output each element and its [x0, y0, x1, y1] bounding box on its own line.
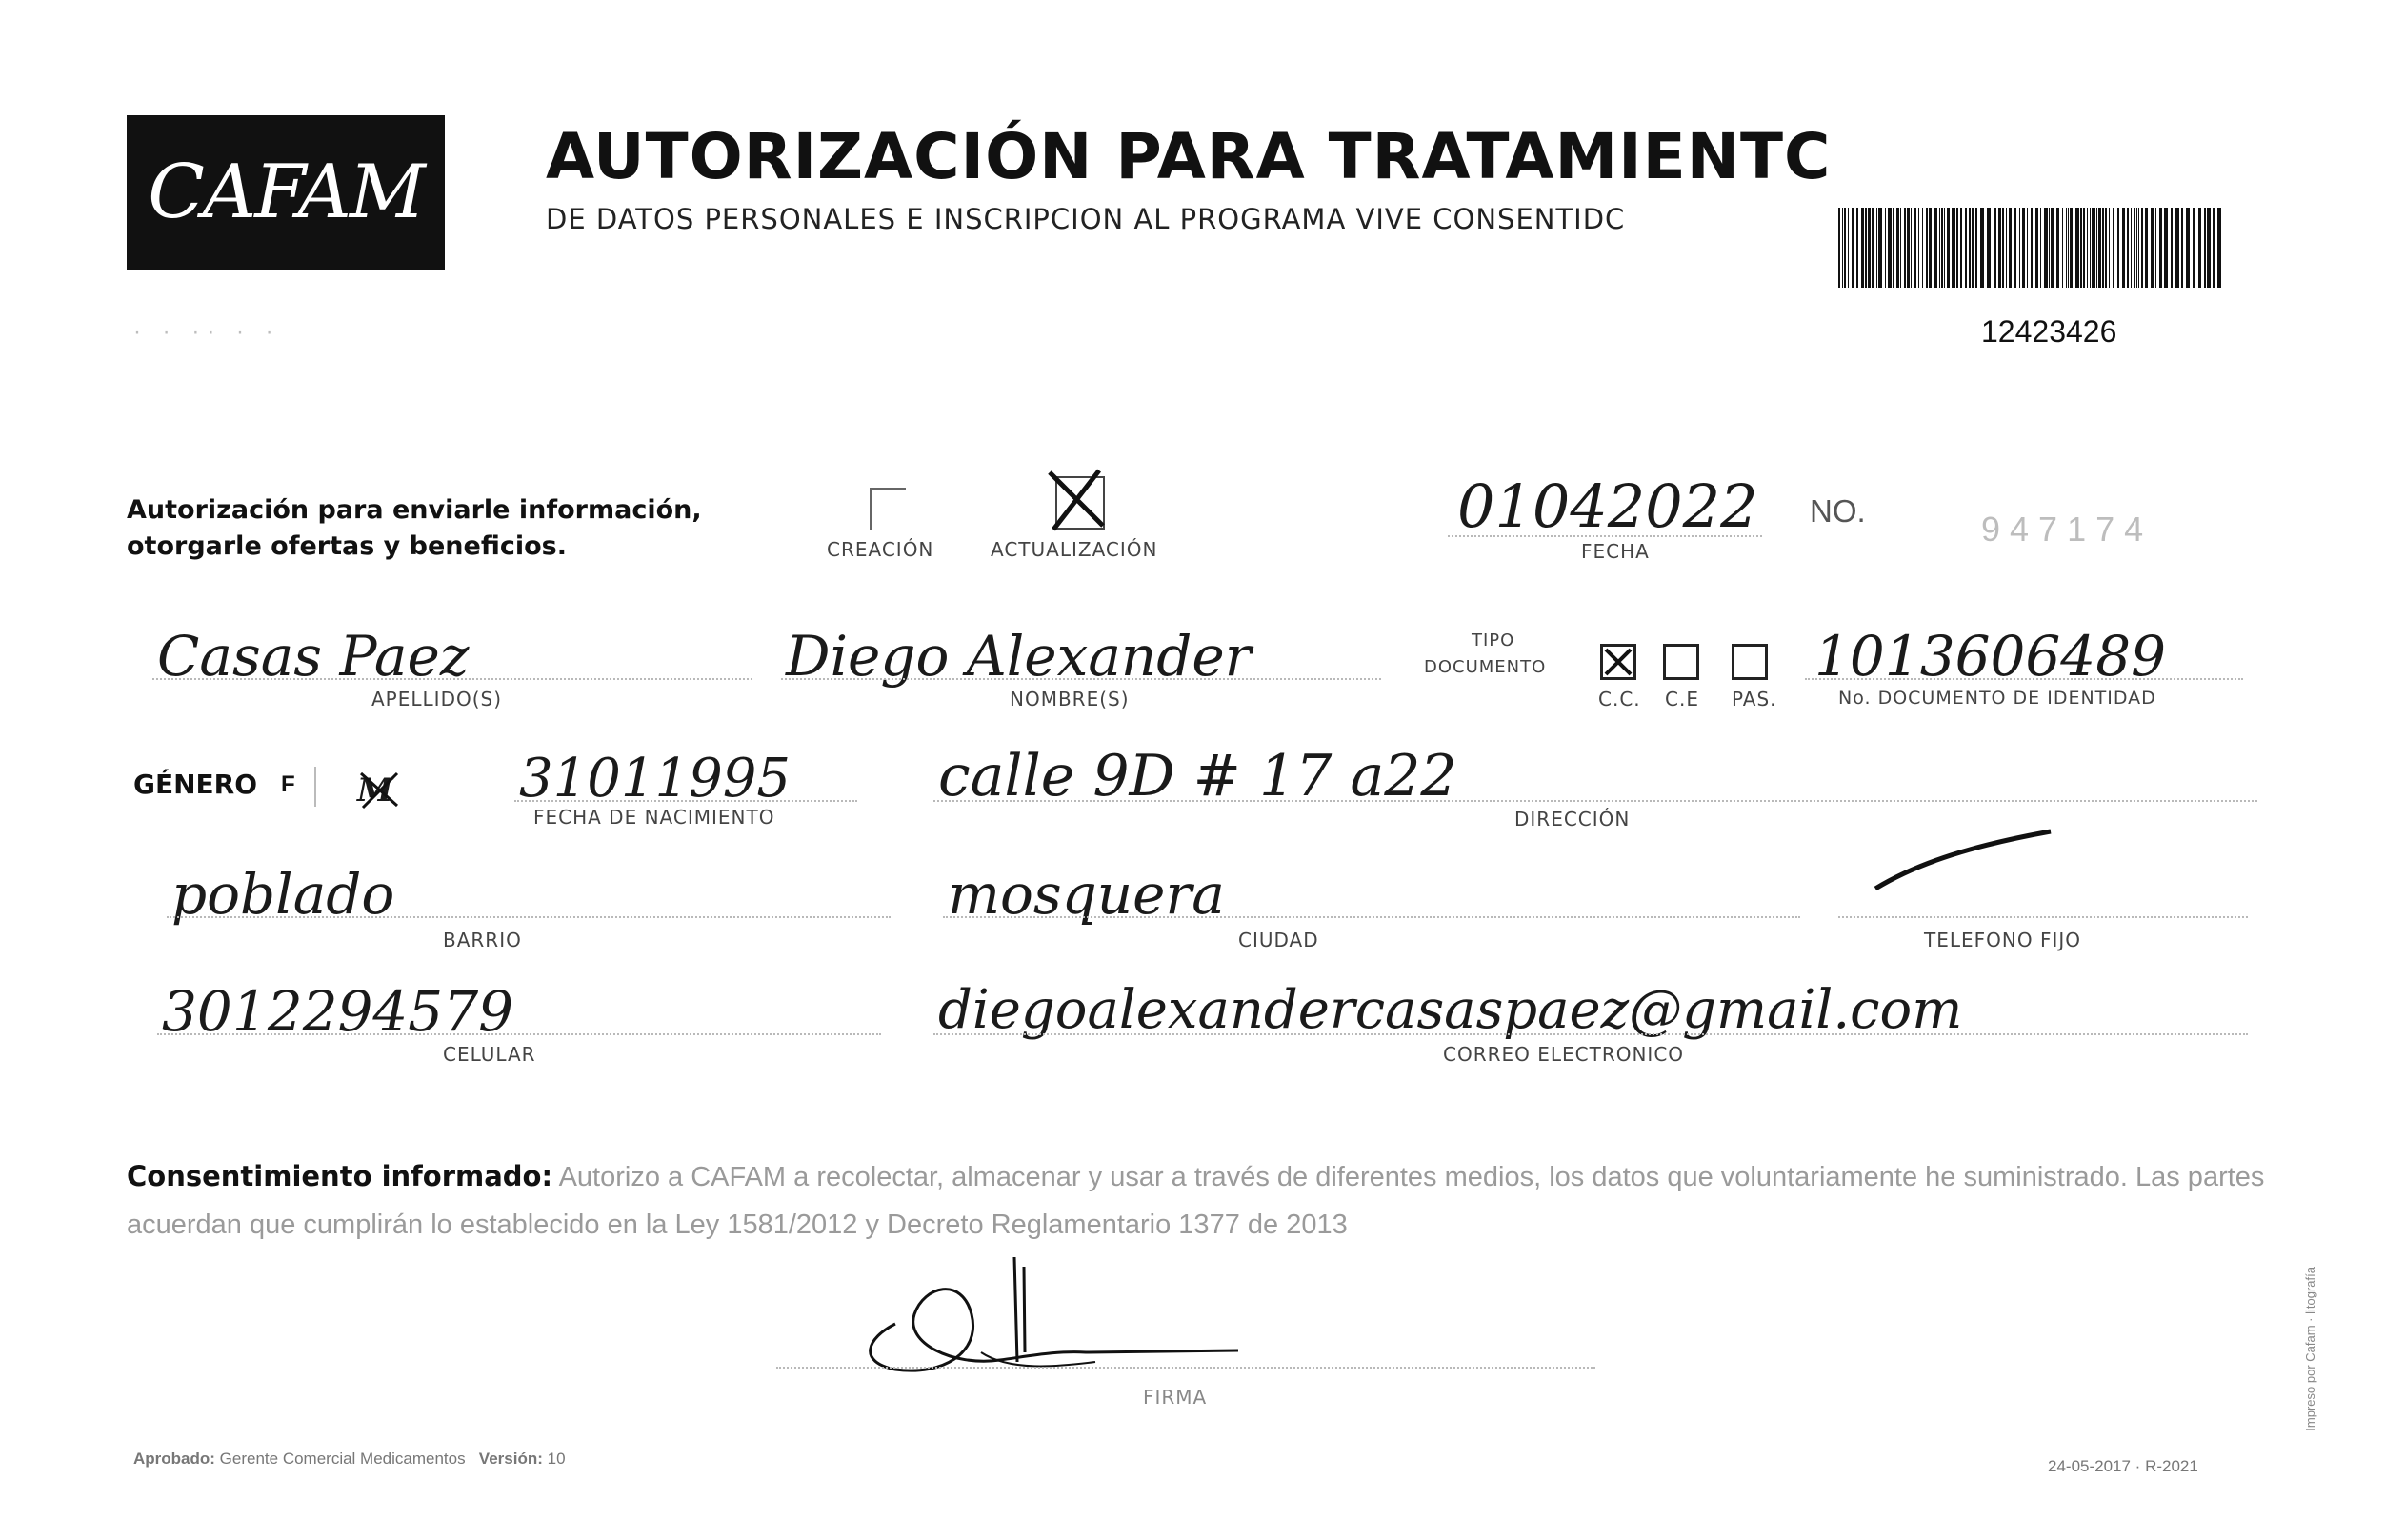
- gender-m-check-mark: [357, 770, 405, 811]
- update-label: ACTUALIZACIÓN: [991, 538, 1158, 561]
- address-value: calle 9D # 17 a22: [938, 743, 1457, 810]
- barcode-bar: [2141, 208, 2143, 288]
- barcode-bar: [1900, 208, 1901, 288]
- barcode-bar: [1939, 208, 1940, 288]
- barcode-bar: [2193, 208, 2195, 288]
- barcode-bar: [1844, 208, 1846, 288]
- birth-date-line: [514, 800, 857, 802]
- barcode-bar: [1868, 208, 1871, 288]
- barrio-label: BARRIO: [443, 929, 522, 951]
- barcode-bar: [2070, 208, 2073, 288]
- consent-body: Autorizo a CAFAM a recolectar, almacenar y usar a través de diferentes medios, los datos que voluntariamente he suministrado. Las partes acuerdan que cumplirán lo establecido en la Ley 1581/2012 y Decreto Reglamentario 1377 de 2013: [127, 1162, 2265, 1240]
- barcode-bar: [1947, 208, 1950, 288]
- barcode-bar: [2105, 208, 2107, 288]
- city-label: CIUDAD: [1238, 929, 1319, 951]
- authorization-label-line2: otorgarle ofertas y beneficios.: [127, 531, 567, 561]
- surname-line: [152, 678, 752, 680]
- city-value: mosquera: [948, 862, 1225, 927]
- barcode-bar: [1872, 208, 1874, 288]
- barcode-bar: [2083, 208, 2085, 288]
- barcode-bar: [1918, 208, 1919, 288]
- barcode-bar: [2207, 208, 2211, 288]
- mobile-value: 3012294579: [162, 979, 514, 1044]
- side-print-text: Impreso por Cafam · litografía: [2303, 1267, 2317, 1431]
- barcode-bar: [1885, 208, 1886, 288]
- barcode-bar: [2044, 208, 2048, 288]
- barcode-bar: [1944, 208, 1945, 288]
- doc-type-label-2: DOCUMENTO: [1424, 657, 1547, 677]
- barcode-bar: [2145, 208, 2148, 288]
- barcode-bar: [1896, 208, 1899, 288]
- barcode-bar: [2138, 208, 2139, 288]
- barcode-bar: [1965, 208, 1967, 288]
- barcode-bar: [2090, 208, 2091, 288]
- barcode-bar: [1956, 208, 1958, 288]
- barcode-bar: [1876, 208, 1877, 288]
- surname-value: Casas Paez: [157, 624, 470, 689]
- barcode-bar: [2175, 208, 2179, 288]
- birth-date-value: 31011995: [519, 748, 792, 810]
- surname-label: APELLIDO(S): [371, 688, 503, 710]
- document-title: AUTORIZACIÓN PARA TRATAMIENTC: [546, 120, 1832, 193]
- version-label: Versión:: [478, 1450, 543, 1468]
- barcode-bar: [2051, 208, 2054, 288]
- doc-number-value: 1013606489: [1814, 624, 2167, 689]
- barcode-bar: [2040, 208, 2041, 288]
- email-value: diegoalexandercasaspaez@gmail.com: [938, 979, 1963, 1041]
- phone-line: [1838, 916, 2248, 918]
- barcode-bar: [1969, 208, 1971, 288]
- doc-type-label-1: TIPO: [1472, 630, 1515, 650]
- barrio-line: [167, 916, 891, 918]
- doc-pas-checkbox[interactable]: [1732, 644, 1768, 680]
- barcode-bar: [2134, 208, 2135, 288]
- barcode-bar: [2136, 208, 2137, 288]
- doc-number-label: No. DOCUMENTO DE IDENTIDAD: [1838, 688, 2156, 709]
- barcode-bar: [2075, 208, 2079, 288]
- creation-label: CREACIÓN: [827, 538, 934, 561]
- gender-label: GÉNERO: [133, 769, 258, 800]
- barcode-bar: [2062, 208, 2063, 288]
- doc-cc-check-mark: [1603, 647, 1633, 677]
- barcode-bar: [2127, 208, 2129, 288]
- barcode-bar: [1941, 208, 1943, 288]
- date-label: FECHA: [1581, 540, 1650, 563]
- barcode-bar: [1838, 208, 1840, 288]
- barcode-bar: [1878, 208, 1882, 288]
- doc-number-line: [1805, 678, 2243, 680]
- barcode-bar: [1861, 208, 1864, 288]
- barcode-bar: [2027, 208, 2028, 288]
- barcode-bar: [1926, 208, 1928, 288]
- no-label: NO.: [1810, 493, 1866, 529]
- doc-cc-checkbox[interactable]: [1600, 644, 1636, 680]
- barcode-bar: [2049, 208, 2050, 288]
- barcode-bar: [2035, 208, 2038, 288]
- barcode-bar: [1842, 208, 1843, 288]
- barcode-bar: [1972, 208, 1974, 288]
- barcode-bar: [2198, 208, 2201, 288]
- barcode-bar: [2186, 208, 2190, 288]
- barcode-bar: [2006, 208, 2007, 288]
- barcode-bar: [2002, 208, 2004, 288]
- barcode-bar: [1856, 208, 1858, 288]
- name-label: NOMBRE(S): [1010, 688, 1130, 710]
- signature-drawing: [838, 1248, 1238, 1381]
- barcode-bar: [1987, 208, 1991, 288]
- barcode-bar: [2009, 208, 2012, 288]
- barrio-value: poblado: [171, 862, 395, 927]
- name-value: Diego Alexander: [786, 624, 1252, 689]
- barcode-bar: [2031, 208, 2033, 288]
- barcode-bar: [1960, 208, 1962, 288]
- barcode-bar: [1911, 208, 1912, 288]
- barcode-bar: [1904, 208, 1906, 288]
- footer-approval: [133, 1450, 566, 1469]
- address-line: [933, 800, 2257, 802]
- gender-m-checkbox[interactable]: [357, 771, 403, 808]
- doc-cc-label: C.C.: [1598, 688, 1641, 710]
- doc-ce-label: C.E: [1665, 688, 1699, 710]
- barcode-bar: [2113, 208, 2114, 288]
- doc-pas-label: PAS.: [1732, 688, 1777, 710]
- gender-f-label: F: [281, 771, 295, 797]
- barcode-bar: [1952, 208, 1955, 288]
- barcode-bar: [2151, 208, 2154, 288]
- barcode-bar: [1980, 208, 1984, 288]
- barcode-bar: [1907, 208, 1910, 288]
- barcode-bar: [2159, 208, 2162, 288]
- barcode-bar: [1998, 208, 2001, 288]
- address-label: DIRECCIÓN: [1514, 808, 1631, 830]
- barcode-bar: [2080, 208, 2082, 288]
- barcode-bar: [1975, 208, 1977, 288]
- barcode-bar: [2109, 208, 2110, 288]
- barcode-bar: [2092, 208, 2095, 288]
- creation-checkbox[interactable]: [870, 488, 906, 530]
- barcode-bar: [2066, 208, 2067, 288]
- barcode-bar: [2014, 208, 2016, 288]
- barcode-number: 12423426: [1981, 314, 2117, 349]
- barcode-bar: [2213, 208, 2215, 288]
- consent-paragraph: [127, 1152, 2270, 1249]
- barcode-bar: [2171, 208, 2173, 288]
- phone-dash-stroke: [1872, 824, 2062, 895]
- approved-label: Aprobado:: [133, 1450, 215, 1468]
- city-line: [943, 916, 1800, 918]
- signature-label: FIRMA: [1143, 1386, 1208, 1409]
- barcode-bar: [2102, 208, 2104, 288]
- document-subtitle: DE DATOS PERSONALES E INSCRIPCION AL PROGRAMA VIVE CONSENTIDC: [546, 203, 1626, 235]
- barcode-bar: [2217, 208, 2221, 288]
- phone-label: TELEFONO FIJO: [1924, 929, 2081, 951]
- approved-by: Gerente Comercial Medicamentos: [219, 1450, 466, 1468]
- barcode-bar: [2056, 208, 2059, 288]
- authorization-label-line1: Autorización para enviarle información,: [127, 495, 702, 525]
- birth-date-label: FECHA DE NACIMIENTO: [533, 806, 775, 829]
- mobile-line: [157, 1033, 881, 1035]
- consent-heading: Consentimiento informado:: [127, 1160, 553, 1192]
- footer-date-code: 24-05-2017 · R-2021: [2048, 1457, 2198, 1475]
- barcode-bar: [2204, 208, 2206, 288]
- barcode-bar: [1922, 208, 1923, 288]
- gender-divider: [314, 767, 316, 807]
- signature-line: [776, 1367, 1595, 1369]
- barcode-bar: [1865, 208, 1867, 288]
- barcode-bar: [2122, 208, 2125, 288]
- barcode-bar: [2131, 208, 2132, 288]
- barcode-bar: [1994, 208, 1996, 288]
- barcode: [1838, 208, 2229, 288]
- barcode-bar: [1914, 208, 1916, 288]
- barcode-bar: [1929, 208, 1932, 288]
- no-value: 947174: [1981, 510, 2154, 549]
- barcode-bar: [2019, 208, 2020, 288]
- barcode-bar: [2155, 208, 2156, 288]
- update-checkbox[interactable]: [1055, 476, 1105, 530]
- barcode-bar: [1848, 208, 1849, 288]
- barcode-bar: [1934, 208, 1937, 288]
- cafam-logo: CAFAM: [127, 115, 445, 270]
- update-check-mark: [1044, 467, 1111, 533]
- email-line: [933, 1033, 2248, 1035]
- barcode-bar: [2087, 208, 2088, 288]
- barcode-bar: [2117, 208, 2119, 288]
- doc-ce-checkbox[interactable]: [1663, 644, 1699, 680]
- barcode-bar: [1852, 208, 1854, 288]
- barcode-bar: [1888, 208, 1892, 288]
- barcode-bar: [2096, 208, 2097, 288]
- version-value: 10: [547, 1450, 566, 1468]
- barcode-bar: [2022, 208, 2025, 288]
- barcode-bar: [1893, 208, 1894, 288]
- faint-stamp: · · ·· · ·: [133, 319, 281, 345]
- gender-m-label: M: [357, 771, 393, 810]
- name-line: [781, 678, 1381, 680]
- barcode-bar: [2164, 208, 2168, 288]
- barcode-bar: [2068, 208, 2069, 288]
- date-value: 01042022: [1457, 471, 1758, 541]
- email-label: CORREO ELECTRONICO: [1443, 1043, 1685, 1066]
- mobile-label: CELULAR: [443, 1043, 536, 1066]
- date-line: [1448, 535, 1762, 537]
- barcode-bar: [2098, 208, 2101, 288]
- barcode-bar: [2181, 208, 2183, 288]
